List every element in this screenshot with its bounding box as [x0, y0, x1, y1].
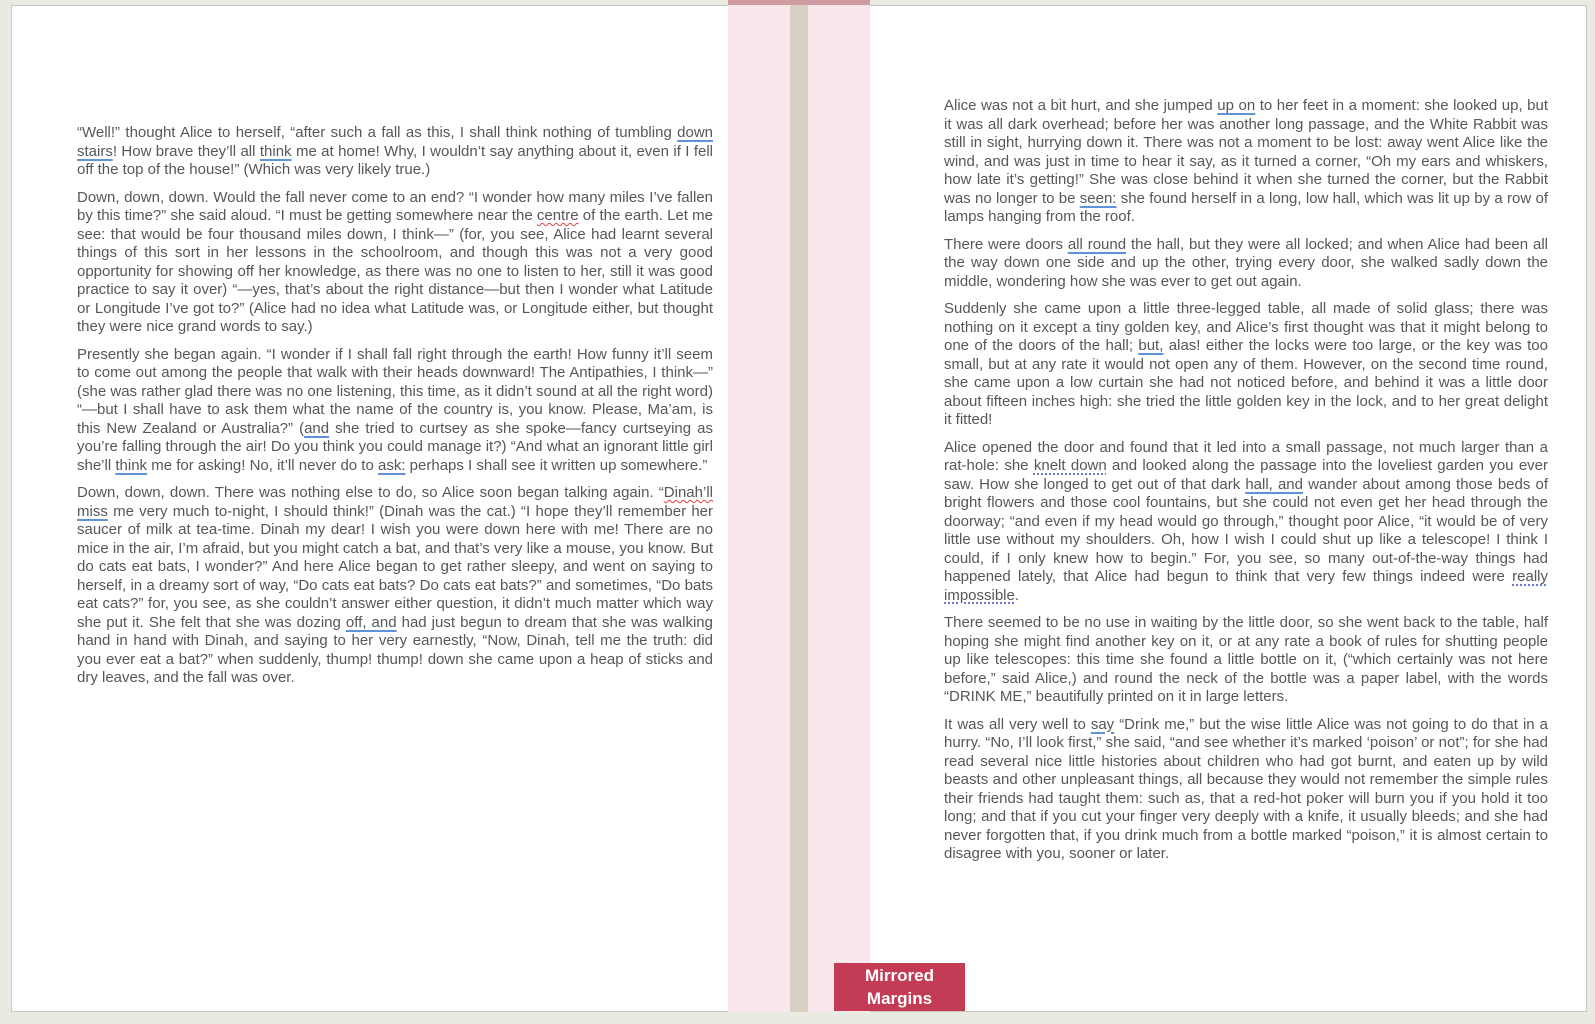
grammar-underline[interactable]: seen: [1079, 189, 1117, 207]
paragraph [944, 236, 1548, 292]
text-segment: Suddenly she came upon a little three-legged table, all made of solid glass; there was nothing on it except a tiny golden key, and Alice’s first thought was that it might belong to one of the doors of the hall; [944, 300, 1548, 354]
page-gutter-gap [790, 5, 808, 1012]
grammar-underline[interactable]: but, [1138, 337, 1164, 354]
style-dotted-underline[interactable]: really impossible [944, 568, 1548, 604]
text-segment: “Well!” thought Alice to herself, “after such a fall as this, I shall think nothing of tumbling [77, 124, 678, 141]
text-segment: wander about among those beds of bright flowers and those cool fountains, but she could not even get her head through the doorway; “and even if my head would go through,” thought poor Alice, “it would be of very little use without my shoulders. Oh, how I wish I could shut up like a telescope! I think I could, if I only knew how to begin.” For, you see, so many out-of-the-way things had happened lately, that Alice had begun to think that very few things indeed were [944, 475, 1548, 585]
right-inner-margin-highlight [808, 5, 870, 1012]
text-segment: It was all very well to [944, 715, 1091, 733]
grammar-underline[interactable]: hall, and [1245, 475, 1303, 493]
paragraph [944, 716, 1548, 864]
text-segment: had just begun to dream that she was walking hand in hand with Dinah, and saying to her very earnestly, “Now, Dinah, tell me the truth: did you ever eat a bat?” when suddenly, thump! thump! down she came upon a heap of sticks and dry leaves, and the fall was over. [77, 613, 713, 686]
text-segment: Presently she began again. “I wonder if I shall fall right through the earth! How funny it’ll seem to come out among the people that walk with their heads downward! The Antipathies, I think—” (she was rather glad there was no one listening, this time, as it didn’t sound at all the right word) “—but I shall have to ask them what the name of the country is, you know. Please, Ma’am, is this New Zealand or Australia?” ( [77, 345, 713, 437]
paragraph [944, 97, 1548, 227]
spellcheck-wavy-underline[interactable]: centre [536, 207, 579, 224]
paragraph [944, 614, 1548, 707]
grammar-underline[interactable]: all round [1067, 235, 1127, 253]
grammar-underline[interactable]: off, and [345, 613, 397, 631]
grammar-underline[interactable]: and [304, 419, 330, 437]
text-segment: perhaps I shall see it written up somewhere.” [405, 456, 708, 474]
text-segment: me at home! Why, I wouldn’t say anything about it, even if I fell off the top of the house!” (Which was very likely true.) [77, 142, 713, 178]
left-page-text[interactable] [77, 124, 713, 697]
text-segment: Alice opened the door and found that it led into a small passage, not much larger than a rat-hole: she [944, 438, 1548, 474]
text-segment: alas! either the locks were too large, or the key was too small, but at any rate it would not open any of them. However, on the second time round, she came upon a low curtain she had not noticed before, and behind it was a little door about fifteen inches high: she tried the little golden key in the lock, and to her great delight it fitted! [944, 337, 1548, 428]
paragraph [77, 189, 713, 337]
text-segment: of the earth. Let me see: that would be four thousand miles down, I think—” (for, you see, Alice had learnt several things of this sort in her lessons in the schoolroom, and though this was not a very good opportunity for showing off her knowledge, as there was no one to listen to her, still it was good practice to say it over) “—yes, that’s about the right distance—but then I wonder what Latitude or Longitude I’ve got to?” (Alice had no idea what Latitude was, or Longitude either, but thought they were nice grand words to say.) [77, 207, 714, 335]
style-dotted-underline[interactable]: knelt down [1033, 457, 1107, 474]
grammar-underline[interactable]: down stairs [77, 124, 713, 160]
text-segment: and looked along the passage into the loveliest garden you ever saw. How she longed to get out of that dark [944, 457, 1549, 493]
paragraph [77, 124, 713, 180]
text-segment: ! How brave they’ll all [112, 142, 260, 160]
text-segment: me for asking! No, it’ll never do to [147, 456, 378, 474]
left-page [11, 5, 790, 1012]
grammar-underline[interactable]: say [1090, 715, 1115, 733]
grammar-underline[interactable]: miss [77, 502, 108, 520]
right-page [808, 5, 1587, 1012]
text-segment: . [1014, 586, 1020, 604]
text-segment: she tried to curtsey as she spoke—fancy curtseying as you’re falling through the air! Do you think you could manage it?) “And what an ignorant little girl she’ll [77, 419, 713, 474]
paragraph [77, 484, 713, 688]
text-segment: There seemed to be no use in waiting by the little door, so she went back to the table, half hoping she might find another key on it, or at any rate a book of rules for shutting people up like telescopes: this time she found a little bottle on it, (“which certainly was not here before,” said Alice,) and round the neck of the bottle was a paper label, with the words “DRINK ME,” beautifully printed on it in large letters. [944, 614, 1548, 705]
text-segment: Down, down, down. Would the fall never come to an end? “I wonder how many miles I’ve fallen by this time?” she said aloud. “I must be getting somewhere near the [77, 188, 713, 224]
badge-label-line2: Margins [866, 989, 933, 1008]
grammar-underline[interactable]: think [115, 456, 148, 474]
text-segment: the hall, but they were all locked; and when Alice had been all the way down one side and up the other, trying every door, she walked sadly down the middle, wondering how she was ever to get out again. [944, 235, 1548, 290]
grammar-underline[interactable]: up on [1217, 97, 1256, 114]
gutter-top-cap [728, 0, 870, 5]
badge-label-line1: Mirrored [865, 966, 934, 985]
mirrored-margins-badge [834, 963, 965, 1011]
left-inner-margin-highlight [728, 5, 790, 1012]
spellcheck-wavy-underline[interactable]: Dinah’ll [663, 484, 713, 501]
right-page-text[interactable] [944, 97, 1548, 873]
text-segment: Alice was not a bit hurt, and she jumped [944, 97, 1218, 114]
paragraph [944, 439, 1548, 606]
text-segment: Down, down, down. There was nothing else to do, so Alice soon began talking again. “ [77, 484, 664, 501]
paragraph [77, 346, 713, 476]
text-segment: me very much to-night, I should think!” (Dinah was the cat.) “I hope they’ll remember her saucer of milk at tea-time. Dinah my dear! I wish you were down here with me! There are no mice in the air, I’m afraid, but you might catch a bat, and that’s very like a mouse, you know. But do cats eat bats, I wonder?” And here Alice began to get rather sleepy, and went on saying to herself, in a dreamy sort of way, “Do cats eat bats? Do cats eat bats?” and sometimes, “Do bats eat cats?” for, you see, as she couldn’t answer either question, it didn’t much matter which way she put it. She felt that she was dozing [77, 502, 713, 631]
paragraph [944, 300, 1548, 430]
grammar-underline[interactable]: think [259, 142, 292, 160]
text-segment: to her feet in a moment: she looked up, but it was all dark overhead; before her was another long passage, and the White Rabbit was still in sight, hurrying down it. There was not a moment to be lost: away went Alice like the wind, and was just in time to hear it say, as it turned a corner, “Oh my ears and whiskers, how late it’s getting!” She was close behind it when she turned the corner, but the Rabbit was no longer to be [944, 97, 1549, 207]
text-segment: “Drink me,” but the wise little Alice was not going to do that in a hurry. “No, I’ll look first,” she said, “and see whether it’s marked ‘poison’ or not”; for she had read several nice little histories about children who had got burnt, and eaten up by wild beasts and other unpleasant things, all because they would not remember the simple rules their friends had taught them: such as, that a red-hot poker will burn you if you hold it too long; and that if you cut your finger very deeply with a knife, it usually bleeds; and she had never forgotten that, if you drink much from a bottle marked “poison,” it is almost certain to disagree with you, sooner or later. [944, 715, 1548, 862]
text-segment: she found herself in a long, low hall, which was lit up by a row of lamps hanging from the roof. [944, 189, 1548, 225]
grammar-underline[interactable]: ask: [377, 456, 406, 474]
text-segment: There were doors [944, 235, 1068, 253]
